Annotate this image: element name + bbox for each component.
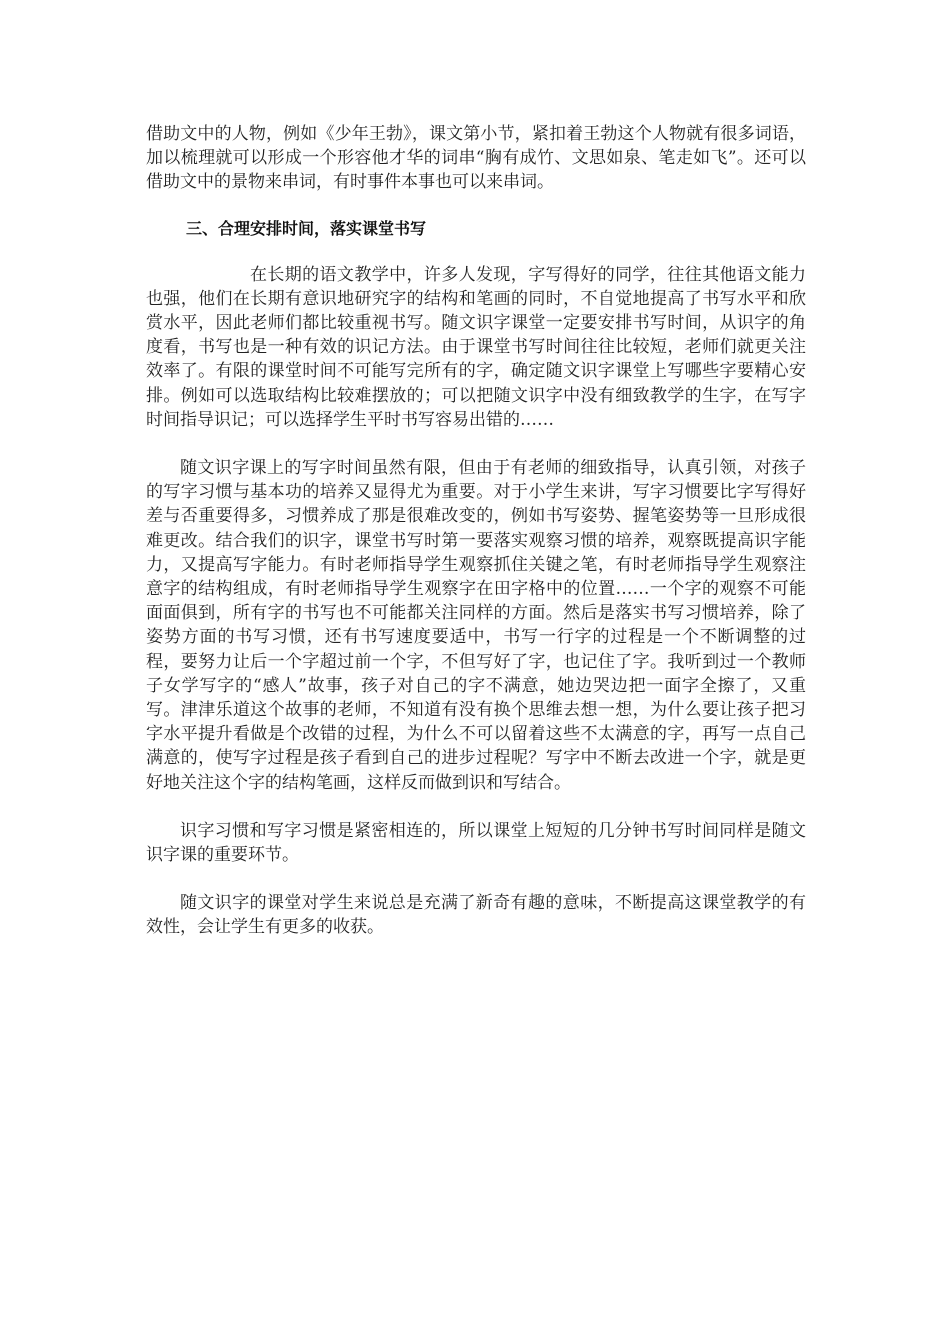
paragraph-spacer	[146, 795, 806, 819]
paragraph-intro: 借助文中的人物，例如《少年王勃》，课文第小节，紧扣着王勃这个人物就有很多词语，加以梳理就可以形成一个形容他才华的词串“胸有成竹、文思如泉、笔走如飞”。还可以借助文中的景物来串词，有时事件本事也可以来串词。	[146, 124, 806, 193]
paragraph-spacer	[146, 432, 806, 456]
paragraph-spacer	[146, 241, 806, 263]
section-heading: 三、合理安排时间，落实课堂书写	[186, 218, 427, 238]
paragraph-spacer	[146, 195, 806, 217]
paragraph-conclusion: 随文识字的课堂对学生来说总是充满了新奇有趣的意味，不断提高这课堂教学的有效性，会让学生有更多的收获。	[146, 893, 806, 938]
document-body	[146, 122, 806, 940]
paragraph-writing-time: 在长期的语文教学中，许多人发现，字写得好的同学，往往其他语文能力也强，他们在长期有意识地研究字的结构和笔画的同时，不自觉地提高了书写水平和欣赏水平，因此老师们都比较重视书写。随文识字课堂一定要安排书写时间，从识字的角度看，书写也是一种有效的识记方法。由于课堂书写时间往往比较短，老师们就更关注效率了。有限的课堂时间不可能写完所有的字，确定随文识字课堂上写哪些字要精心安排。例如可以选取结构比较难摆放的；可以把随文识字中没有细致教学的生字，在写字时间指导识记；可以选择学生平时书写容易出错的……	[146, 264, 806, 430]
paragraph-habits-connection: 识字习惯和写字习惯是紧密相连的，所以课堂上短短的几分钟书写时间同样是随文识字课的重要环节。	[146, 820, 806, 866]
paragraph-writing-habits: 随文识字课上的写字时间虽然有限，但由于有老师的细致指导，认真引领，对孩子的写字习惯与基本功的培养又显得尤为重要。对于小学生来讲，写字习惯要比字写得好差与否重要得多，习惯养成了那是很难改变的，例如书写姿势、握笔姿势等一旦形成很难更改。结合我们的识字，课堂书写时第一要落实观察习惯的培养，观察既提高识字能力，又提高写字能力。有时老师指导学生观察抓住关键之笔，有时老师指导学生观察注意字的结构组成，有时老师指导学生观察字在田字格中的位置……一个字的观察不可能面面俱到，所有字的书写也不可能都关注同样的方面。然后是落实书写习惯培养，除了姿势方面的书写习惯，还有书写速度要适中，书写一行字的过程是一个不断调整的过程，要努力让后一个字超过前一个字，不但写好了字，也记住了字。我听到过一个教师子女学写字的“感人”故事，孩子对自己的字不满意，她边哭边把一面字全擦了，又重写。津津乐道这个故事的老师，不知道有没有换个思维去想一想，为什么要让孩子把习字水平提升看做是个改错的过程，为什么不可以留着这些不太满意的字，再写一点自己满意的，使写字过程是孩子看到自己的进步过程呢？写字中不断去改进一个字，就是更好地关注这个字的结构笔画，这样反而做到识和写结合。	[146, 458, 806, 793]
paragraph-spacer	[146, 867, 806, 891]
